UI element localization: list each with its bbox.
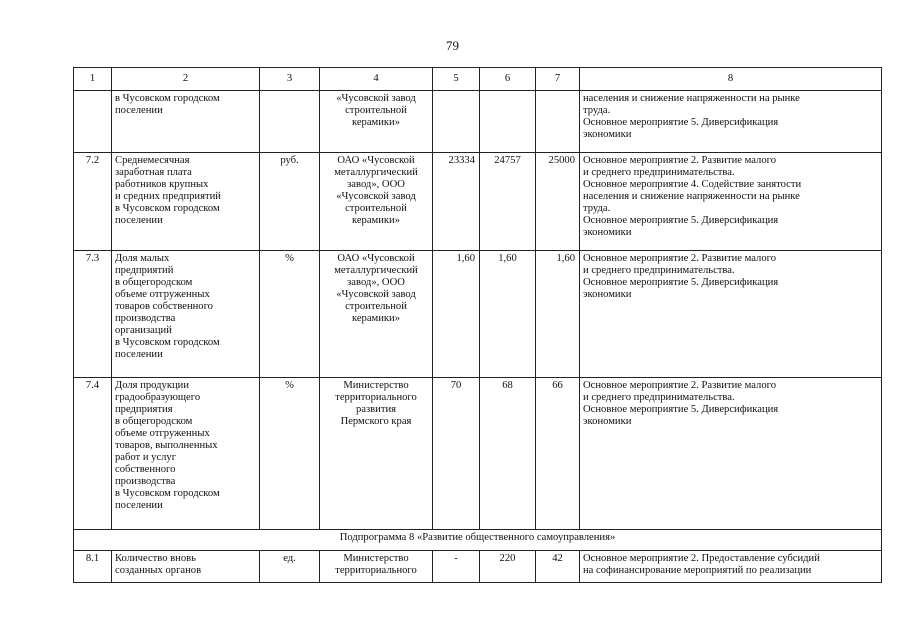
value-col7: 66	[536, 378, 580, 530]
data-source: ОАО «Чусовской металлургический завод», ООО «Чусовской завод строительной керамики»	[320, 251, 433, 378]
page-number: 79	[446, 38, 459, 53]
table-row	[74, 153, 882, 251]
col-header-7: 7	[536, 68, 580, 91]
measures: Основное мероприятие 2. Предоставление субсидий на софинансирование мероприятий по реализации	[580, 551, 882, 583]
value-col7: 25000	[536, 153, 580, 251]
data-source: ОАО «Чусовской металлургический завод», ООО «Чусовской завод строительной керамики»	[320, 153, 433, 251]
subprogram-row	[74, 530, 882, 551]
value-col7	[536, 91, 580, 153]
col-header-4: 4	[320, 68, 433, 91]
col-header-8: 8	[580, 68, 882, 91]
unit: ед.	[260, 551, 320, 583]
row-number: 7.2	[74, 153, 112, 251]
col-header-6: 6	[480, 68, 536, 91]
indicators-table	[73, 67, 882, 583]
col-header-3: 3	[260, 68, 320, 91]
unit: руб.	[260, 153, 320, 251]
col-header-1: 1	[74, 68, 112, 91]
row-number: 7.3	[74, 251, 112, 378]
measures: Основное мероприятие 2. Развитие малого и среднего предпринимательства. Основное мероприятие 5. Диверсификация экономики	[580, 378, 882, 530]
col-header-5: 5	[433, 68, 480, 91]
table-row	[74, 551, 882, 583]
table-row	[74, 378, 882, 530]
col-header-2: 2	[112, 68, 260, 91]
measures: населения и снижение напряженности на рынке труда. Основное мероприятие 5. Диверсификация экономики	[580, 91, 882, 153]
measures: Основное мероприятие 2. Развитие малого и среднего предпринимательства. Основное мероприятие 4. Содействие занятости населения и снижение напряженности на рынке труда. Основное мероприятие 5. Диверсификация экономики	[580, 153, 882, 251]
data-source: Министерство территориального	[320, 551, 433, 583]
value-col5: 23334	[433, 153, 480, 251]
value-col7: 1,60	[536, 251, 580, 378]
indicator-name: Среднемесячная заработная плата работников крупных и средних предприятий в Чусовском городском поселении	[112, 153, 260, 251]
value-col6: 1,60	[480, 251, 536, 378]
indicator-name: Доля малых предприятий в общегородском объеме отгруженных товаров собственного производства организаций в Чусовском городском поселении	[112, 251, 260, 378]
unit	[260, 91, 320, 153]
value-col5	[433, 91, 480, 153]
header-row	[74, 68, 882, 91]
row-number: 8.1	[74, 551, 112, 583]
table-row	[74, 91, 882, 153]
value-col7: 42	[536, 551, 580, 583]
indicator-name: Количество вновь созданных органов	[112, 551, 260, 583]
unit: %	[260, 378, 320, 530]
measures: Основное мероприятие 2. Развитие малого и среднего предпринимательства. Основное мероприятие 5. Диверсификация экономики	[580, 251, 882, 378]
value-col6: 24757	[480, 153, 536, 251]
value-col6: 68	[480, 378, 536, 530]
data-source: «Чусовской завод строительной керамики»	[320, 91, 433, 153]
subprogram-title: Подпрограмма 8 «Развитие общественного самоуправления»	[74, 530, 882, 551]
value-col6	[480, 91, 536, 153]
indicator-name: в Чусовском городском поселении	[112, 91, 260, 153]
value-col6: 220	[480, 551, 536, 583]
data-source: Министерство территориального развития Пермского края	[320, 378, 433, 530]
row-number: 7.4	[74, 378, 112, 530]
indicator-name: Доля продукции градообразующего предприятия в общегородском объеме отгруженных товаров, выполненных работ и услуг собственного производства в Чусовском городском поселении	[112, 378, 260, 530]
row-number	[74, 91, 112, 153]
value-col5: -	[433, 551, 480, 583]
value-col5: 70	[433, 378, 480, 530]
table-row	[74, 251, 882, 378]
unit: %	[260, 251, 320, 378]
value-col5: 1,60	[433, 251, 480, 378]
